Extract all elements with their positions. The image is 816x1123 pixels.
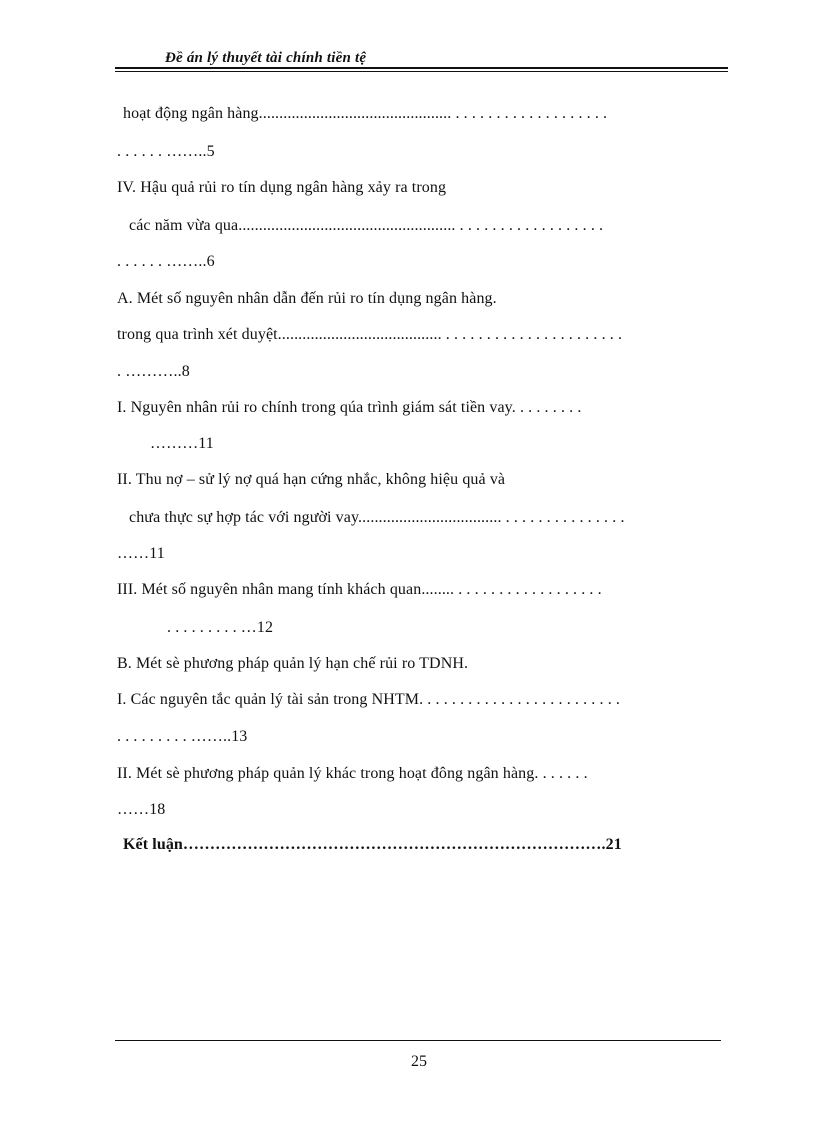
header-rule: [115, 67, 728, 69]
toc-line: II. Thu nợ – sử lý nợ quá hạn cứng nhắc, không hiệu quả và: [117, 471, 506, 488]
toc-line: . . . . . . . . . …12: [167, 619, 274, 636]
toc-line: ………11: [150, 435, 214, 452]
toc-line: ……11: [117, 545, 165, 562]
header-title: Đề án lý thuyết tài chính tiền tệ: [165, 50, 367, 66]
toc-line: . . . . . . . . . ……..13: [117, 728, 248, 745]
toc-line: . ………..8: [117, 363, 190, 380]
toc-line: trong qua trình xét duyệt........................................ . . . . . . . . . . . . . . . . . . . . . .: [117, 326, 623, 343]
toc-line: hoạt động ngân hàng............................................... . . . . . . . . . . . . . . . . . . .: [123, 105, 608, 122]
toc-line: IV. Hậu quả rủi ro tín dụng ngân hàng xảy ra trong: [117, 179, 447, 196]
toc-line: các năm vừa qua..................................................... . . . . . . . . . . . . . . . . . .: [129, 217, 604, 234]
toc-line: . . . . . . ……..6: [117, 253, 215, 270]
toc-line: A. Mét số nguyên nhân dẫn đến rủi ro tín dụng ngân hàng.: [117, 290, 497, 307]
toc-line: III. Mét số nguyên nhân mang tính khách quan........ . . . . . . . . . . . . . . . . . .: [117, 581, 602, 598]
page-number: 25: [411, 1053, 427, 1070]
toc-line: II. Mét sè phương pháp quản lý khác trong hoạt đông ngân hàng. . . . . . .: [117, 765, 588, 782]
toc-line: . . . . . . ……..5: [117, 143, 215, 160]
toc-line: ……18: [117, 801, 166, 818]
toc-line: B. Mét sè phương pháp quản lý hạn chế rủi ro TDNH.: [117, 655, 469, 672]
toc-conclusion: Kết luận…………………………………………………………………….21: [123, 836, 622, 853]
footer-rule: [115, 1040, 721, 1041]
toc-line: chưa thực sự hợp tác với người vay................................... . . . . . . . . . . . . . . .: [129, 509, 625, 526]
toc-line: I. Các nguyên tắc quản lý tài sản trong NHTM. . . . . . . . . . . . . . . . . . . . . . . . .: [117, 691, 621, 708]
toc-line: I. Nguyên nhân rủi ro chính trong qúa trình giám sát tiền vay. . . . . . . . .: [117, 399, 582, 416]
header-rule-thin: [115, 71, 728, 72]
